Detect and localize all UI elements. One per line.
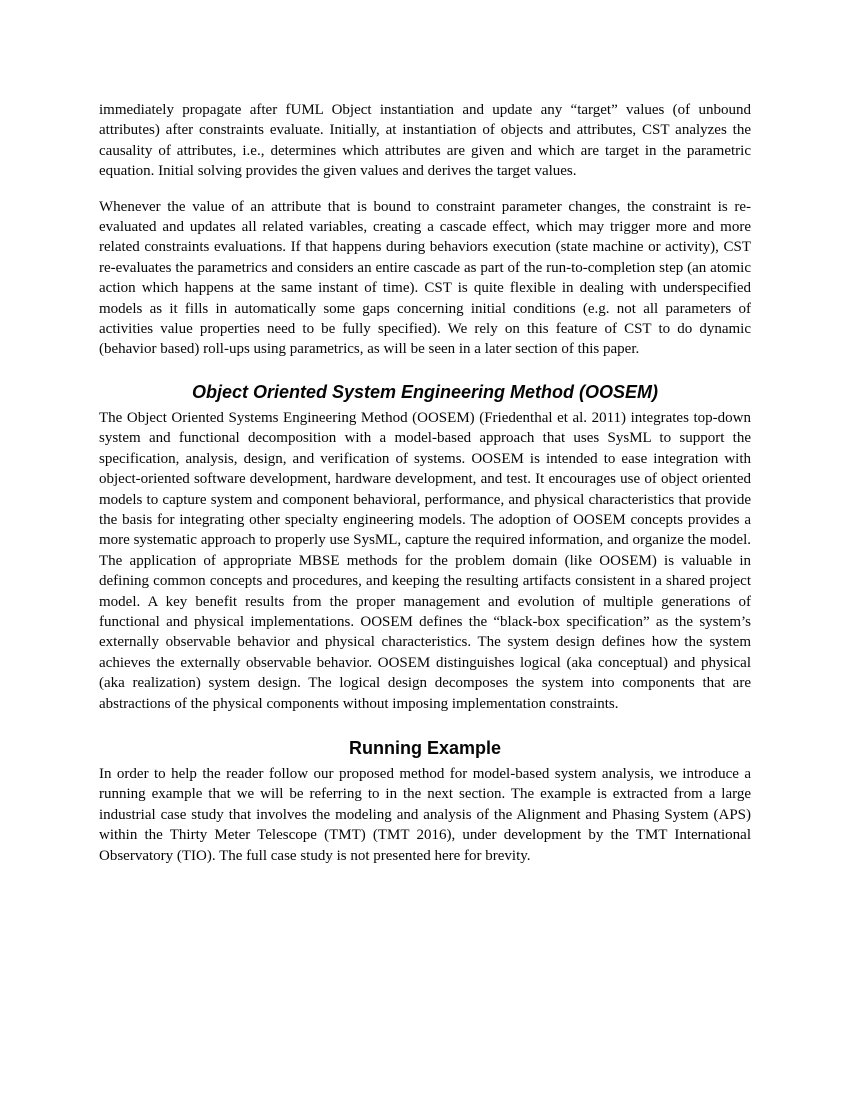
- section-heading-running-example: Running Example: [348, 737, 501, 758]
- text-column: [99, 100, 751, 881]
- paragraph-cst-cascade: Whenever the value of an attribute that is bound to constraint parameter changes, the constraint is re-evaluated and updates all related variables, creating a cascade effect, which may trigger more and more related constraints evaluations. If that happens during behaviors execution (state machine or activity), CST re-evaluates the parametrics and considers an entire cascade as part of the run-to-completion step (an atomic action which happens at the same instant of time). CST is quite flexible in dealing with underspecified models as it fills in automatically some gaps concerning initial conditions (e.g. not all parameters of activities value properties need to be fully specified). We rely on this feature of CST to do dynamic (behavior based) roll-ups using parametrics, as will be seen in a later section of this paper.: [99, 198, 751, 358]
- paragraph-cst-instantiation: immediately propagate after fUML Object instantiation and update any “target” values (of unbound attributes) after constraints evaluate. Initially, at instantiation of objects and attributes, CST analyzes the causality of attributes, i.e., determines which attributes are given and which are target in the parametric equation. Initial solving provides the given values and derives the target values.: [99, 102, 751, 180]
- section-heading-oosem: Object Oriented System Engineering Method (OOSEM): [191, 381, 659, 402]
- paragraph-running-example: In order to help the reader follow our proposed method for model-based system analysis, we introduce a running example that we will be referring to in the next section. The example is extracted from a large industrial case study that involves the modeling and analysis of the Alignment and Phasing System (APS) within the Thirty Meter Telescope (TMT) (TMT 2016), under development by the TMT International Observatory (TIO). The full case study is not presented here for brevity.: [99, 765, 751, 864]
- paragraph-oosem-description: The Object Oriented Systems Engineering Method (OOSEM) (Friedenthal et al. 2011) integrates top-down system and functional decomposition with a model-based approach that uses SysML to support the specification, analysis, design, and verification of systems. OOSEM is intended to ease integration with object-oriented software development, hardware development, and test. It encourages use of object oriented models to capture system and component behavioral, performance, and physical characteristics that provide the basis for integrating other specialty engineering models. The adoption of OOSEM concepts provides a more systematic approach to properly use SysML, capture the required information, and organize the model. The application of appropriate MBSE methods for the problem domain (like OOSEM) is valuable in defining common concepts and procedures, and keeping the resulting artifacts consistent in a shared project model. A key benefit results from the proper management and evolution of multiple generations of functional and physical implementations. OOSEM defines the “black-box specification” as the system’s externally observable behavior and physical characteristics. The system design defines how the system achieves the externally observable behavior. OOSEM distinguishes logical (aka conceptual) and physical (aka realization) system design. The logical design decomposes the system into components that are abstractions of the physical components without imposing implementation constraints.: [99, 409, 751, 712]
